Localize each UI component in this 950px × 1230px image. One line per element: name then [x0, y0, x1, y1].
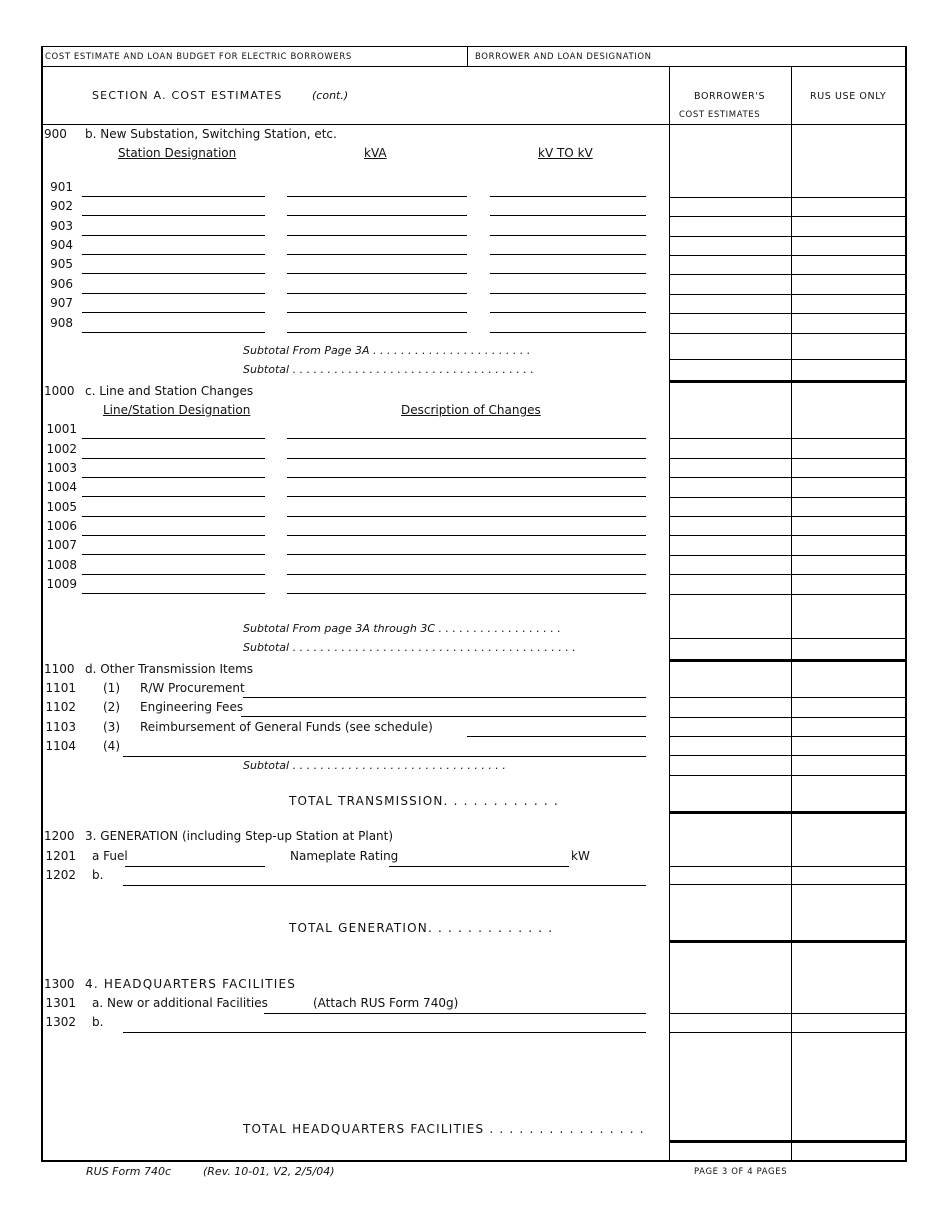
kva-input[interactable]: [287, 275, 467, 294]
code-1000: 1000: [44, 384, 75, 398]
code-1301: 1301: [45, 996, 76, 1010]
description-of-changes-input[interactable]: [287, 459, 646, 478]
reimbursement-input[interactable]: [467, 718, 646, 737]
amount-cell-rule: [669, 313, 906, 314]
frame-left: [41, 46, 43, 1161]
footer-page: PAGE 3 OF 4 PAGES: [694, 1167, 788, 1177]
kva-input[interactable]: [287, 236, 467, 255]
designation-divider: [467, 46, 468, 66]
item-1102-num: (2): [103, 700, 120, 714]
amount-cell-rule: [669, 1013, 906, 1014]
section-title: SECTION A. COST ESTIMATES: [92, 89, 283, 102]
other-item-input[interactable]: [123, 738, 646, 757]
amount-cell-rule: [669, 255, 906, 256]
engineering-fees-input[interactable]: [241, 698, 646, 717]
substation-row-code: 902: [50, 199, 73, 213]
description-of-changes-input[interactable]: [287, 536, 646, 555]
generation-title: 3. GENERATION (including Step-up Station at Plant): [85, 829, 394, 843]
line-changes-subtotal-from: Subtotal From page 3A through 3C . . . . . . . . . . . . . . . . . .: [243, 622, 561, 635]
headquarters-b-label: b.: [92, 1015, 104, 1029]
line-change-row-code: 1008: [46, 558, 77, 572]
total-transmission: TOTAL TRANSMISSION. . . . . . . . . . . .: [289, 794, 559, 808]
code-1103: 1103: [45, 720, 76, 734]
item-1101-label: R/W Procurement: [140, 681, 245, 695]
substation-subtotal-from: Subtotal From Page 3A . . . . . . . . . . . . . . . . . . . . . . .: [243, 344, 531, 357]
line-station-designation-input[interactable]: [82, 536, 265, 555]
kva-input[interactable]: [287, 197, 467, 216]
station-designation-input[interactable]: [82, 275, 265, 294]
code-1100: 1100: [44, 662, 75, 676]
kva-input[interactable]: [287, 255, 467, 274]
code-1302: 1302: [45, 1015, 76, 1029]
line-station-designation-input[interactable]: [82, 459, 265, 478]
code-1104: 1104: [45, 739, 76, 753]
kva-input[interactable]: [287, 314, 467, 333]
section-divider: [41, 124, 907, 125]
kv-to-kv-input[interactable]: [490, 255, 646, 274]
code-1200: 1200: [44, 829, 75, 843]
amount-cell-rule: [669, 535, 906, 536]
station-designation-input[interactable]: [82, 197, 265, 216]
description-of-changes-input[interactable]: [287, 498, 646, 517]
kv-to-kv-input[interactable]: [490, 275, 646, 294]
line-change-row-code: 1002: [46, 442, 77, 456]
amount-cell-rule: [669, 866, 906, 867]
headquarters-title: 4. HEADQUARTERS FACILITIES: [85, 977, 297, 991]
line-change-row-code: 1003: [46, 461, 77, 475]
code-1201: 1201: [45, 849, 76, 863]
line-station-designation-input[interactable]: [82, 498, 265, 517]
amount-cell-rule: [669, 775, 906, 776]
line-change-row-code: 1007: [46, 538, 77, 552]
amount-cell-rule: [669, 236, 906, 237]
amount-cell-rule: [669, 294, 906, 295]
kv-to-kv-input[interactable]: [490, 197, 646, 216]
section-cont: (cont.): [312, 89, 349, 102]
line-change-row-code: 1006: [46, 519, 77, 533]
kva-input[interactable]: [287, 178, 467, 197]
amount-cell-rule: [669, 359, 906, 360]
line-station-designation-input[interactable]: [82, 556, 265, 575]
station-designation-input[interactable]: [82, 294, 265, 313]
station-designation-input[interactable]: [82, 178, 265, 197]
amount-cell-rule: [669, 438, 906, 439]
item-1102-label: Engineering Fees: [140, 700, 244, 714]
amount-cell-rule: [669, 216, 906, 217]
kv-to-kv-input[interactable]: [490, 294, 646, 313]
other-transmission-subtotal: Subtotal . . . . . . . . . . . . . . . . . . . . . . . . . . . . . . .: [243, 759, 506, 772]
description-of-changes-input[interactable]: [287, 517, 646, 536]
amount-cell-rule: [669, 638, 906, 639]
nameplate-rating-input[interactable]: [389, 848, 569, 867]
other-transmission-title: d. Other Transmission Items: [85, 662, 254, 676]
rw-procurement-input[interactable]: [243, 679, 646, 698]
amount-cell-rule: [669, 736, 906, 737]
substation-row-code: 901: [50, 180, 73, 194]
total-cell-rule: [669, 1140, 906, 1143]
total-headquarters: TOTAL HEADQUARTERS FACILITIES . . . . . . . . . . . . . . . .: [243, 1122, 645, 1136]
station-designation-input[interactable]: [82, 255, 265, 274]
description-of-changes-input[interactable]: [287, 478, 646, 497]
header-divider: [41, 66, 907, 67]
description-of-changes-input[interactable]: [287, 440, 646, 459]
amount-cell-rule: [669, 697, 906, 698]
amount-cell-rule: [669, 594, 906, 595]
nameplate-label: Nameplate Rating: [290, 849, 399, 863]
generation-b-input[interactable]: [123, 867, 646, 886]
amount-cell-rule: [669, 497, 906, 498]
amount-cell-rule: [669, 274, 906, 275]
designation-input[interactable]: [680, 47, 900, 65]
amount-cell-rule: [669, 555, 906, 556]
substation-row-code: 908: [50, 316, 73, 330]
substation-row-code: 904: [50, 238, 73, 252]
amount-cell-rule: [669, 477, 906, 478]
substation-row-code: 906: [50, 277, 73, 291]
footer-form-name: RUS Form 740c: [86, 1165, 172, 1178]
amount-cell-rule: [669, 333, 906, 334]
line-station-designation-input[interactable]: [82, 420, 265, 439]
line-change-row-code: 1005: [46, 500, 77, 514]
rus-column-line: [791, 66, 792, 1160]
kw-unit: kW: [571, 849, 590, 863]
new-facilities-label: a. New or additional Facilities: [92, 996, 268, 1010]
substation-row-code: 903: [50, 219, 73, 233]
code-900: 900: [44, 127, 67, 141]
line-changes-title: c. Line and Station Changes: [85, 384, 254, 398]
form-title: COST ESTIMATE AND LOAN BUDGET FOR ELECTRIC BORROWERS: [45, 52, 352, 62]
amount-cell-rule: [669, 884, 906, 885]
col-borrower-line2: COST ESTIMATES: [679, 110, 761, 120]
total-cell-rule: [669, 811, 906, 814]
item-1103-label: Reimbursement of General Funds (see schedule): [140, 720, 433, 734]
col-station-designation: Station Designation: [118, 146, 237, 160]
col-line-station-designation: Line/Station Designation: [103, 403, 251, 417]
frame-bottom: [41, 1160, 907, 1162]
footer-revision: (Rev. 10-01, V2, 2/5/04): [203, 1165, 335, 1178]
total-cell-rule: [669, 940, 906, 943]
col-borrower-line1: BORROWER'S: [694, 91, 766, 102]
line-station-designation-input[interactable]: [82, 478, 265, 497]
amount-cell-rule: [669, 1032, 906, 1033]
station-designation-input[interactable]: [82, 217, 265, 236]
amount-cell-rule: [669, 197, 906, 198]
kva-input[interactable]: [287, 294, 467, 313]
amount-cell-rule: [669, 516, 906, 517]
borrower-column-line: [669, 66, 670, 1160]
description-of-changes-input[interactable]: [287, 575, 646, 594]
item-1101-num: (1): [103, 681, 120, 695]
code-1102: 1102: [45, 700, 76, 714]
fuel-label: a Fuel: [92, 849, 128, 863]
fuel-input[interactable]: [125, 848, 265, 867]
line-change-row-code: 1004: [46, 480, 77, 494]
amount-cell-rule: [669, 574, 906, 575]
total-cell-rule: [669, 659, 906, 662]
line-station-designation-input[interactable]: [82, 575, 265, 594]
line-changes-subtotal: Subtotal . . . . . . . . . . . . . . . . . . . . . . . . . . . . . . . . . . . . . . . . .: [243, 641, 576, 654]
code-1101: 1101: [45, 681, 76, 695]
item-1103-num: (3): [103, 720, 120, 734]
line-change-row-code: 1001: [46, 422, 77, 436]
line-change-row-code: 1009: [46, 577, 77, 591]
col-kva: kVA: [364, 146, 387, 160]
kv-to-kv-input[interactable]: [490, 217, 646, 236]
amount-cell-rule: [669, 755, 906, 756]
substation-row-code: 905: [50, 257, 73, 271]
kv-to-kv-input[interactable]: [490, 314, 646, 333]
amount-cell-rule: [669, 458, 906, 459]
amount-cell-rule: [669, 717, 906, 718]
attach-form-note: (Attach RUS Form 740g): [313, 996, 459, 1010]
code-1202: 1202: [45, 868, 76, 882]
kva-input[interactable]: [287, 217, 467, 236]
station-designation-input[interactable]: [82, 314, 265, 333]
headquarters-b-input[interactable]: [123, 1014, 646, 1033]
kv-to-kv-input[interactable]: [490, 178, 646, 197]
designation-label: BORROWER AND LOAN DESIGNATION: [475, 52, 652, 62]
generation-b-label: b.: [92, 868, 104, 882]
substation-subtotal: Subtotal . . . . . . . . . . . . . . . . . . . . . . . . . . . . . . . . . . .: [243, 363, 534, 376]
description-of-changes-input[interactable]: [287, 420, 646, 439]
frame-right: [905, 46, 907, 1161]
col-kv-to-kv: kV TO kV: [538, 146, 593, 160]
line-station-designation-input[interactable]: [82, 517, 265, 536]
col-description-of-changes: Description of Changes: [401, 403, 541, 417]
total-generation: TOTAL GENERATION. . . . . . . . . . . . .: [289, 921, 554, 935]
station-designation-input[interactable]: [82, 236, 265, 255]
col-rus-only: RUS USE ONLY: [810, 91, 887, 102]
substation-title: b. New Substation, Switching Station, etc.: [85, 127, 337, 141]
code-1300: 1300: [44, 977, 75, 991]
substation-row-code: 907: [50, 296, 73, 310]
description-of-changes-input[interactable]: [287, 556, 646, 575]
item-1104-num: (4): [103, 739, 120, 753]
line-station-designation-input[interactable]: [82, 440, 265, 459]
total-cell-rule: [669, 380, 906, 383]
kv-to-kv-input[interactable]: [490, 236, 646, 255]
